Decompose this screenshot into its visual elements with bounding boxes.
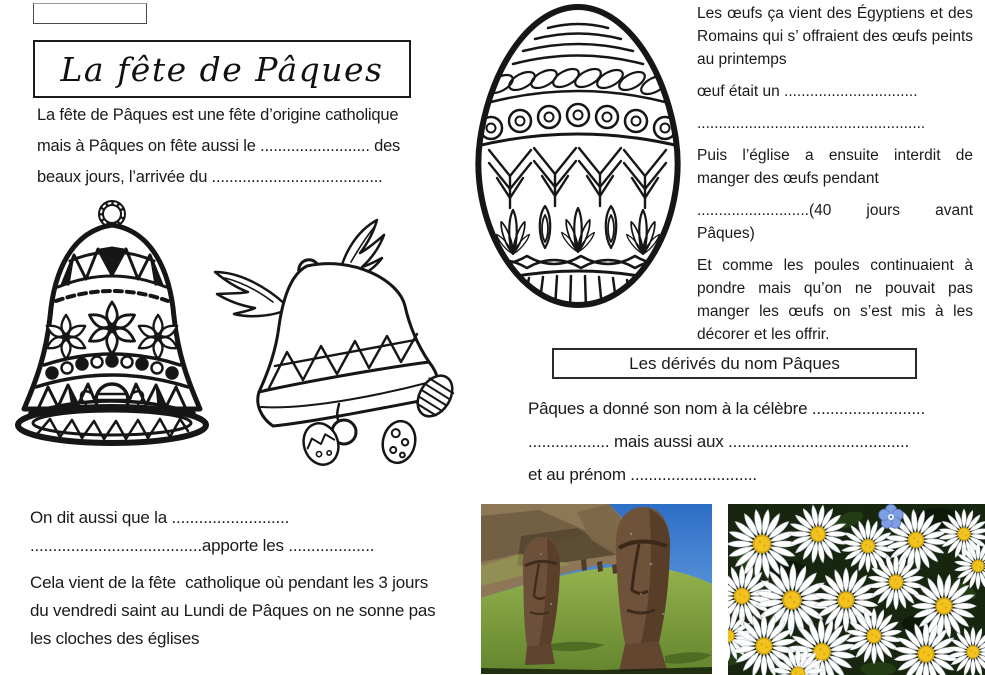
egg-history-text [697,2,973,355]
egg-history-paragraph-6: Et comme les poules continuaient à pondre mais qu’on ne pouvait pas manger les œufs on s’est mis à les décorer et les offrir. [697,257,973,343]
egg-history-paragraph-1: Les œufs ça vient des Égyptiens et des Romains qui s’ offraient des œufs peints au printemps [697,5,973,68]
derives-text [528,392,925,491]
egg-history-paragraph-3: ..................................................... [697,115,926,132]
decorated-egg-illustration [453,2,703,310]
derives-heading: Les dérivés du nom Pâques [629,353,840,373]
derives-line-2: .................. mais aussi aux ........................................ [528,432,910,451]
bells-line-5: les cloches des églises [30,629,200,648]
derives-heading-box [552,348,917,379]
bells-line-3: Cela vient de la fête catholique où pendant les 3 jours [30,573,429,592]
intro-paragraph [37,100,400,193]
bells-line-2: ......................................apporte les ................... [30,536,375,555]
flying-bell-illustration [203,210,460,470]
egg-history-paragraph-4: Puis l’église a ensuite interdit de manger des œufs pendant [697,147,973,187]
derives-line-1: Pâques a donné son nom à la célèbre ......................... [528,399,925,418]
derives-line-3: et au prénom ............................ [528,465,757,484]
title-box [33,40,411,98]
intro-line-3: beaux jours, l’arrivée du ....................................... [37,168,383,186]
egg-history-paragraph-2: œuf était un ............................... [697,83,918,100]
bells-text [30,504,435,653]
intro-line-1: La fête de Pâques est une fête d’origine catholique [37,106,399,124]
moai-photo [481,504,712,674]
egg-history-paragraph-5: ..........................(40 jours avant Pâques) [697,202,973,242]
bells-line-4: du vendredi saint au Lundi de Pâques on ne sonne pas [30,601,436,620]
page-title: La fête de Pâques [60,49,384,89]
intro-line-2: mais à Pâques on fête aussi le ......................... des [37,137,401,155]
student-name-box [33,3,147,24]
decorated-bell-illustration [8,197,223,462]
bells-line-1: On dit aussi que la .......................... [30,508,290,527]
daisies-photo [728,504,985,675]
